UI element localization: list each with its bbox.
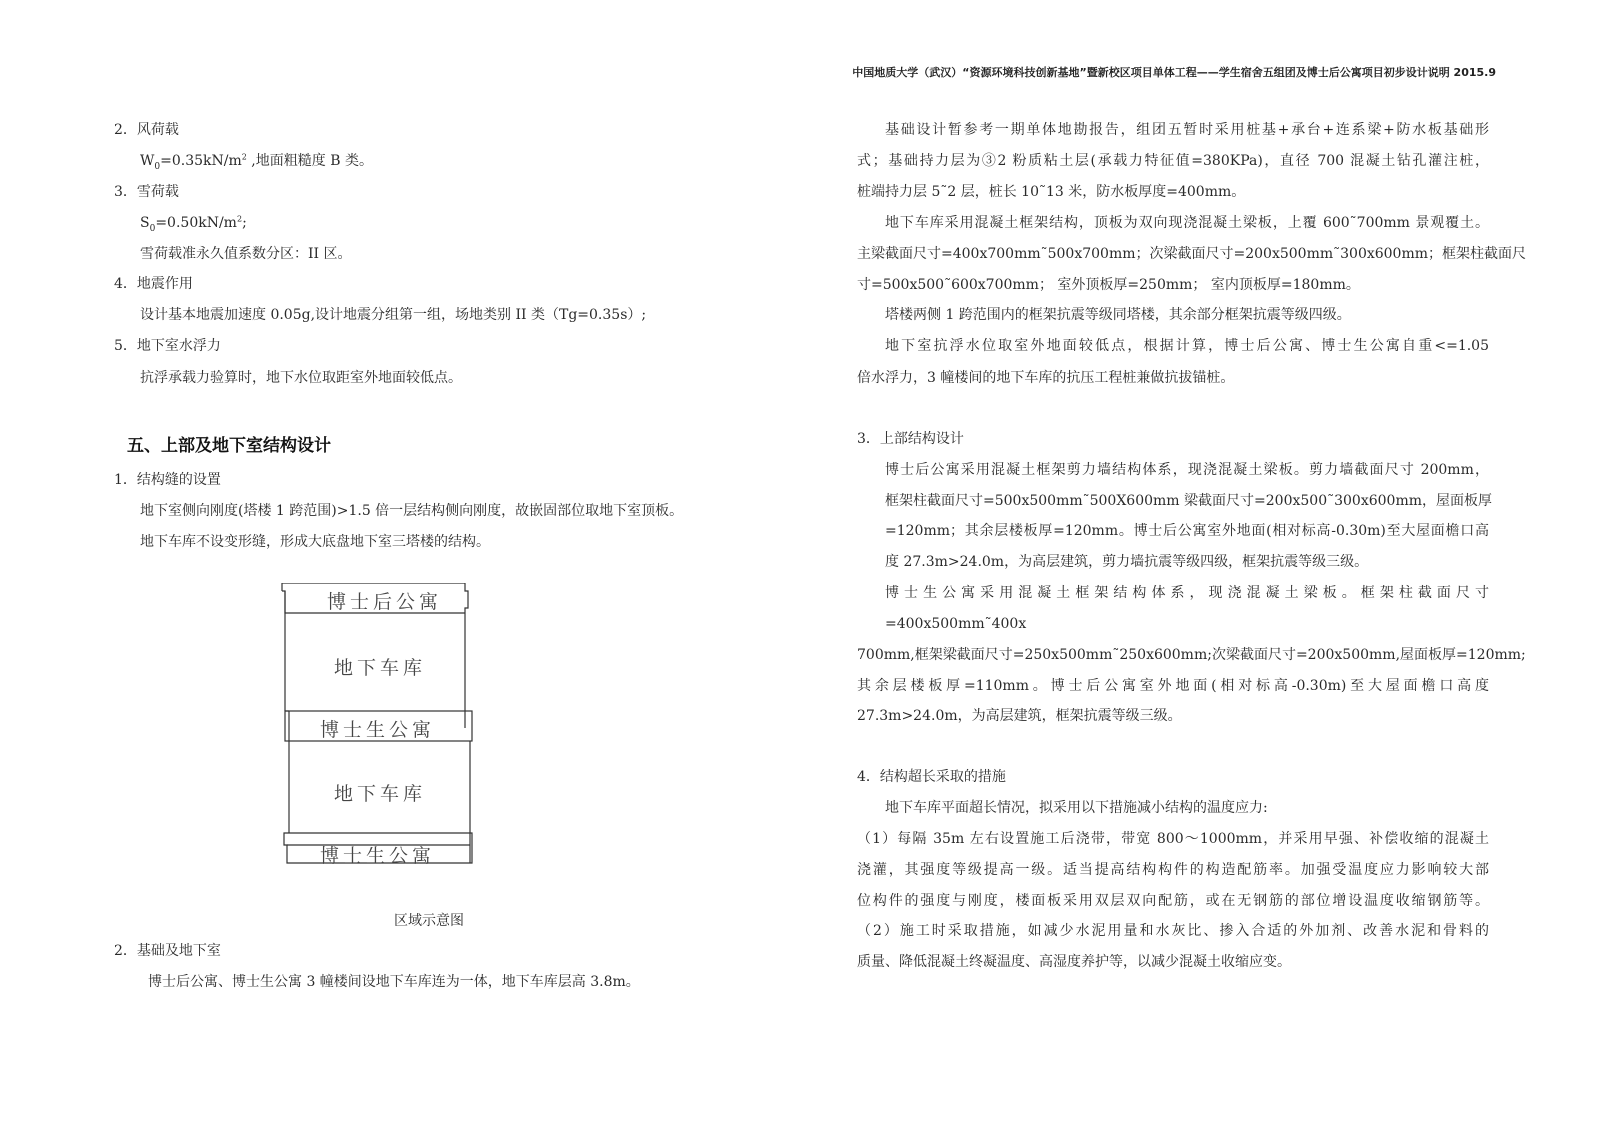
buoyancy-title: 5．地下室水浮力 [114,338,221,354]
antifloat-para-line-2: 倍水浮力，3 幢楼间的地下车库的抗压工程桩兼做抗拔锚桩。 [857,370,1235,386]
diagram-label-garage-2: 地下车库 [334,783,427,805]
seismic-title: 4．地震作用 [114,276,193,292]
garage-para-line-1: 地下车库采用混凝土框架结构，顶板为双向现浇混凝土梁板，上覆 600˜700mm 景观覆土。 [885,215,1489,231]
foundation-para-line-2: 式；基础持力层为③2 粉质粘土层(承载力特征值=380KPa)，直径 700 混凝土钻孔灌注桩， [857,153,1489,169]
antifloat-para-line-1: 地下室抗浮水位取室外地面较低点，根据计算，博士后公寓、博士生公寓自重<=1.05 [885,338,1489,354]
garage-para-line-3: 寸=500x500˜600x700mm； 室外顶板厚=250mm； 室内顶板厚=180mm。 [857,277,1360,293]
snow-load-text: $S_0=0.50kN/m^2$; [140,214,247,234]
phd-structure-line-3: 700mm,框架梁截面尺寸=250x500mm˜250x600mm;次梁截面尺寸=200x500mm,屋面板厚=120mm; [857,647,1526,663]
joint-title: 1．结构缝的设置 [114,472,221,488]
postdoc-structure-line-4: 度 27.3m>24.0m，为高层建筑，剪力墙抗震等级四级，框架抗震等级三级。 [885,554,1369,570]
postdoc-structure-line-1: 博士后公寓采用混凝土框架剪力墙结构体系，现浇混凝土梁板。剪力墙截面尺寸 200mm， [885,462,1489,478]
foundation-text: 博士后公寓、博士生公寓 3 幢楼间设地下车库连为一体，地下车库层高 3.8m。 [148,974,640,990]
garage-para-line-2: 主梁截面尺寸=400x700mm˜500x700mm；次梁截面尺寸=200x500mm˜300x600mm；框架柱截面尺 [857,246,1527,262]
zone-diagram [280,583,480,878]
joint-text-1: 地下室侧向刚度(塔楼 1 跨范围)>1.5 倍一层结构侧向刚度，故嵌固部位取地下室顶板。 [140,503,684,519]
diagram-label-phd-apartment-2: 博士生公寓 [320,845,436,867]
foundation-title: 2．基础及地下室 [114,943,221,959]
overlength-title: 4．结构超长采取的措施 [857,769,1006,785]
diagram-label-garage-1: 地下车库 [334,657,427,679]
document-header: 中国地质大学（武汉）“资源环境科技创新基地”暨新校区项目单体工程——学生宿舍五组团及博士后公寓项目初步设计说明 2015.9 [852,66,1496,79]
phd-structure-line-2: =400x500mm˜400x [885,616,1027,632]
phd-structure-line-4: 其余层楼板厚=110mm。博士后公寓室外地面(相对标高-0.30m)至大屋面檐口高度 [857,678,1489,694]
upper-structure-title: 3．上部结构设计 [857,431,964,447]
postdoc-structure-line-2: 框架柱截面尺寸=500x500mm˜500X600mm 梁截面尺寸=200x500˜300x600mm，屋面板厚 [885,493,1492,509]
section-heading: 五、上部及地下室结构设计 [127,436,331,456]
measure-2-line-2: 质量、降低混凝土终凝温度、高湿度养护等，以减少混凝土收缩应变。 [857,954,1291,970]
overlength-intro: 地下车库平面超长情况，拟采用以下措施减小结构的温度应力: [885,800,1268,816]
buoyancy-text: 抗浮承载力验算时，地下水位取距室外地面较低点。 [140,370,462,386]
postdoc-structure-line-3: =120mm；其余层楼板厚=120mm。博士后公寓室外地面(相对标高-0.30m)至大屋面檐口高 [885,523,1489,539]
measure-1-line-1: （1）每隔 35m 左右设置施工后浇带，带宽 800～1000mm，并采用早强、补偿收缩的混凝土 [857,831,1489,847]
seismic-text: 设计基本地震加速度 0.05g,设计地震分组第一组，场地类别 II 类（Tg=0.35s）; [140,307,647,323]
joint-text-2: 地下车库不设变形缝，形成大底盘地下室三塔楼的结构。 [140,534,490,550]
diagram-caption: 区域示意图 [394,913,464,929]
snow-zone-text: 雪荷载准永久值系数分区：II 区。 [140,246,352,262]
measure-2-line-1: （2）施工时采取措施，如减少水泥用量和水灰比、掺入合适的外加剂、改善水泥和骨料的 [857,923,1489,939]
measure-1-line-2: 浇灌，其强度等级提高一级。适当提高结构构件的构造配筋率。加强受温度应力影响较大部 [857,862,1489,878]
snow-load-title: 3．雪荷载 [114,184,179,200]
foundation-para-line-1: 基础设计暂参考一期单体地勘报告，组团五暂时采用桩基+承台+连系梁+防水板基础形 [885,122,1489,138]
diagram-label-postdoc-apartment: 博士后公寓 [327,591,443,613]
phd-structure-line-1: 博士生公寓采用混凝土框架结构体系，现浇混凝土梁板。框架柱截面尺寸 [885,585,1489,601]
diagram-label-phd-apartment-1: 博士生公寓 [320,719,436,741]
tower-frame-text: 塔楼两侧 1 跨范围内的框架抗震等级同塔楼，其余部分框架抗震等级四级。 [885,307,1351,323]
measure-1-line-3: 位构件的强度与刚度，楼面板采用双层双向配筋，或在无钢筋的部位增设温度收缩钢筋等。 [857,893,1489,909]
wind-load-title: 2．风荷载 [114,122,179,138]
wind-load-text: $W_0=0.35kN/m^2$ ,地面粗糙度 B 类。 [140,152,373,172]
phd-structure-line-5: 27.3m>24.0m，为高层建筑，框架抗震等级三级。 [857,708,1182,724]
foundation-para-line-3: 桩端持力层 5˜2 层，桩长 10˜13 米，防水板厚度=400mm。 [857,184,1246,200]
